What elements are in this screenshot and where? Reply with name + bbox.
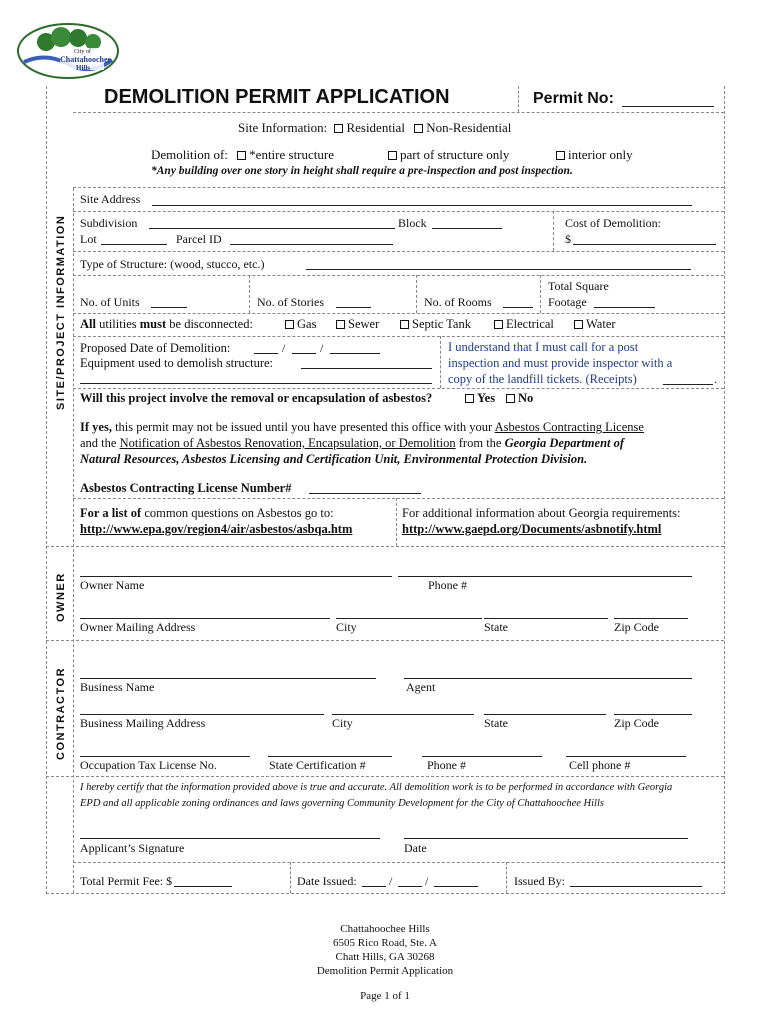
tax-license-label: Occupation Tax License No. (80, 758, 217, 772)
gaepd-link[interactable]: http://www.gaepd.org/Documents/asbnotify.html (402, 522, 662, 536)
contractor-state-label: State (484, 716, 508, 730)
owner-zip-label: Zip Code (614, 620, 659, 634)
demolition-of-label: Demolition of: (151, 147, 228, 162)
site-info-label: Site Information: (238, 120, 328, 135)
date-day-field[interactable] (292, 353, 316, 354)
cell-phone-field[interactable] (566, 756, 686, 757)
business-address-label: Business Mailing Address (80, 716, 206, 730)
asbestos-text-p3: from the (455, 436, 505, 450)
site-info-row (238, 120, 511, 136)
part-structure-checkbox[interactable] (388, 151, 397, 160)
signature-field[interactable] (80, 838, 380, 839)
sqft-label-1: Total Square (548, 279, 609, 293)
non-residential-checkbox[interactable] (414, 124, 423, 133)
utilities-row (80, 317, 253, 332)
side-label-contractor: CONTRACTOR (55, 666, 67, 760)
contractor-zip-field[interactable] (614, 714, 692, 715)
demolition-of-row (151, 147, 334, 163)
owner-zip-field[interactable] (614, 618, 688, 619)
entire-structure-checkbox[interactable] (237, 151, 246, 160)
owner-name-field[interactable] (80, 576, 392, 577)
date-label: Date (404, 841, 427, 855)
page-title: DEMOLITION PERMIT APPLICATION (104, 86, 450, 108)
yes-label: Yes (477, 391, 496, 405)
block-field[interactable] (432, 228, 502, 229)
rooms-field[interactable] (503, 307, 533, 308)
owner-city-label: City (336, 620, 357, 634)
state-cert-label: State Certification # (269, 758, 366, 772)
lot-field[interactable] (101, 244, 167, 245)
permit-no-label: Permit No: (533, 90, 614, 107)
units-label: No. of Units (80, 295, 140, 309)
lot-label: Lot (80, 232, 97, 246)
equipment-field[interactable] (301, 368, 432, 369)
footer-line3: Chatt Hills, GA 30268 (335, 951, 435, 963)
cost-label: Cost of Demolition: (565, 216, 661, 230)
rooms-label: No. of Rooms (424, 295, 492, 309)
page-number: Page 1 of 1 (360, 990, 410, 1002)
side-label-site: SITE/PROJECT INFORMATION (55, 214, 67, 410)
contractor-state-field[interactable] (484, 714, 606, 715)
owner-state-field[interactable] (484, 618, 608, 619)
units-field[interactable] (151, 307, 187, 308)
owner-phone-label: Phone # (428, 578, 467, 592)
residential-checkbox[interactable] (334, 124, 343, 133)
notification-link[interactable]: Notification of Asbestos Renovation, Encapsulation, or Demolition (119, 436, 456, 450)
issued-by-field[interactable] (570, 886, 702, 887)
business-address-field[interactable] (80, 714, 324, 715)
contractor-city-label: City (332, 716, 353, 730)
call-note-1: I understand that I must call for a post (448, 340, 639, 354)
agent-label: Agent (406, 680, 436, 694)
city-logo (16, 22, 120, 80)
asbestos-text-line1 (80, 420, 644, 435)
cell-phone-label: Cell phone # (569, 758, 631, 772)
non-residential-label: Non-Residential (426, 120, 512, 135)
asbestos-text-line2 (80, 436, 624, 451)
contractor-phone-label: Phone # (427, 758, 466, 772)
date-month-field[interactable] (254, 353, 278, 354)
issued-year-field[interactable] (434, 886, 478, 887)
footer-address (0, 922, 770, 978)
parcel-id-field[interactable] (230, 244, 393, 245)
owner-address-label: Owner Mailing Address (80, 620, 196, 634)
asbestos-question: Will this project involve the removal or encapsulation of asbestos? (80, 391, 433, 405)
electrical-checkbox[interactable] (494, 320, 503, 329)
type-structure-label: Type of Structure: (wood, stucco, etc.) (80, 257, 265, 271)
footer-line1: Chattahoochee Hills (340, 923, 430, 935)
septic-checkbox[interactable] (400, 320, 409, 329)
epa-link[interactable]: http://www.epa.gov/region4/air/asbestos/asbqa.htm (80, 522, 353, 536)
cost-prefix: $ (565, 232, 571, 246)
footer-line4: Demolition Permit Application (316, 965, 454, 977)
block-label: Block (398, 216, 427, 230)
license-number-field[interactable] (309, 493, 421, 494)
left-link-lead (80, 506, 334, 521)
certify-line1: I hereby certify that the information provided above is true and accurate. All demolition work is to be performed in accordance with Georgia (80, 782, 673, 793)
tree-logo-icon (16, 22, 120, 80)
type-structure-field[interactable] (306, 269, 691, 270)
utilities-all: All (80, 317, 96, 331)
side-label-owner: OWNER (55, 572, 67, 622)
permit-no-field[interactable] (622, 106, 714, 107)
state-cert-field[interactable] (268, 756, 392, 757)
date-year-field[interactable] (330, 353, 380, 354)
dept-text: Georgia Department of (504, 436, 625, 450)
sewer-checkbox[interactable] (336, 320, 345, 329)
no-checkbox[interactable] (506, 394, 515, 403)
agent-field[interactable] (404, 678, 692, 679)
dept-text-2: Natural Resources, Asbestos Licensing and Certification Unit, Environmental Protection Division. (80, 452, 588, 466)
date-field[interactable] (404, 838, 688, 839)
sqft-label-2: Footage (548, 295, 587, 309)
septic-label: Septic Tank (412, 317, 471, 331)
receipts-field[interactable] (663, 384, 713, 385)
contractor-zip-label: Zip Code (614, 716, 659, 730)
electrical-label: Electrical (506, 317, 554, 331)
stories-field[interactable] (336, 307, 371, 308)
residential-label: Residential (346, 120, 405, 135)
site-address-field[interactable] (152, 205, 692, 206)
right-link-lead: For additional information about Georgia requirements: (402, 506, 681, 520)
equipment-label: Equipment used to demolish structure: (80, 356, 274, 370)
utilities-word: utilities (99, 317, 137, 331)
cost-field[interactable] (573, 244, 716, 245)
stories-label: No. of Stories (257, 295, 324, 309)
subdivision-field[interactable] (149, 228, 395, 229)
inspection-note: *Any building over one story in height shall require a pre-inspection and post inspection. (151, 165, 573, 177)
fee-field[interactable] (174, 886, 232, 887)
fee-label: Total Permit Fee: $ (80, 874, 173, 888)
issued-day-field[interactable] (398, 886, 422, 887)
issued-month-field[interactable] (362, 886, 386, 887)
if-yes-text: If yes, (80, 420, 112, 434)
owner-city-field[interactable] (336, 618, 482, 619)
logo-line3: Hills (76, 64, 91, 72)
call-note-2: inspection and must provide inspector with a (448, 356, 673, 370)
business-name-field[interactable] (80, 678, 376, 679)
owner-name-label: Owner Name (80, 578, 145, 592)
subdivision-label: Subdivision (80, 216, 138, 230)
entire-structure-label: *entire structure (249, 147, 334, 162)
gas-label: Gas (297, 317, 317, 331)
issued-by-label: Issued By: (514, 874, 565, 888)
license-number-label: Asbestos Contracting License Number# (80, 481, 292, 495)
contractor-city-field[interactable] (332, 714, 474, 715)
date-issued-label: Date Issued: (297, 874, 357, 888)
license-link[interactable]: Asbestos Contracting License (494, 420, 644, 434)
no-label: No (518, 391, 534, 405)
owner-address-field[interactable] (80, 618, 330, 619)
owner-state-label: State (484, 620, 508, 634)
logo-line1: City of (74, 49, 91, 55)
water-label: Water (586, 317, 616, 331)
signature-label: Applicant’s Signature (80, 841, 185, 855)
proposed-date-label: Proposed Date of Demolition: (80, 341, 231, 355)
equipment-field-2[interactable] (80, 383, 432, 384)
left-link-lead-bold: For a list of (80, 506, 142, 520)
owner-phone-field[interactable] (398, 576, 692, 577)
site-address-label: Site Address (80, 192, 141, 206)
tax-license-field[interactable] (80, 756, 250, 757)
interior-only-label: interior only (568, 147, 633, 162)
water-checkbox[interactable] (574, 320, 583, 329)
parcel-id-label: Parcel ID (176, 232, 222, 246)
part-structure-label: part of structure only (400, 147, 510, 162)
interior-only-checkbox[interactable] (556, 151, 565, 160)
contractor-phone-field[interactable] (422, 756, 542, 757)
certify-line2: EPD and all applicable zoning ordinances and laws governing Community Development for the City of Chattahoochee Hills (80, 798, 604, 809)
asbestos-text-p2: and the (80, 436, 120, 450)
business-name-label: Business Name (80, 680, 155, 694)
yes-checkbox[interactable] (465, 394, 474, 403)
asbestos-text-p1: this permit may not be issued until you have presented this office with your (111, 420, 495, 434)
sqft-field[interactable] (594, 307, 655, 308)
footer-line2: 6505 Rico Road, Ste. A (333, 937, 437, 949)
utilities-rest: be disconnected: (169, 317, 253, 331)
gas-checkbox[interactable] (285, 320, 294, 329)
sewer-label: Sewer (348, 317, 380, 331)
left-link-lead-text: common questions on Asbestos go to: (141, 506, 334, 520)
utilities-must: must (139, 317, 167, 331)
logo-line2: Chattahoochee (60, 55, 112, 64)
call-note-3: copy of the landfill tickets. (Receipts) (448, 372, 637, 386)
